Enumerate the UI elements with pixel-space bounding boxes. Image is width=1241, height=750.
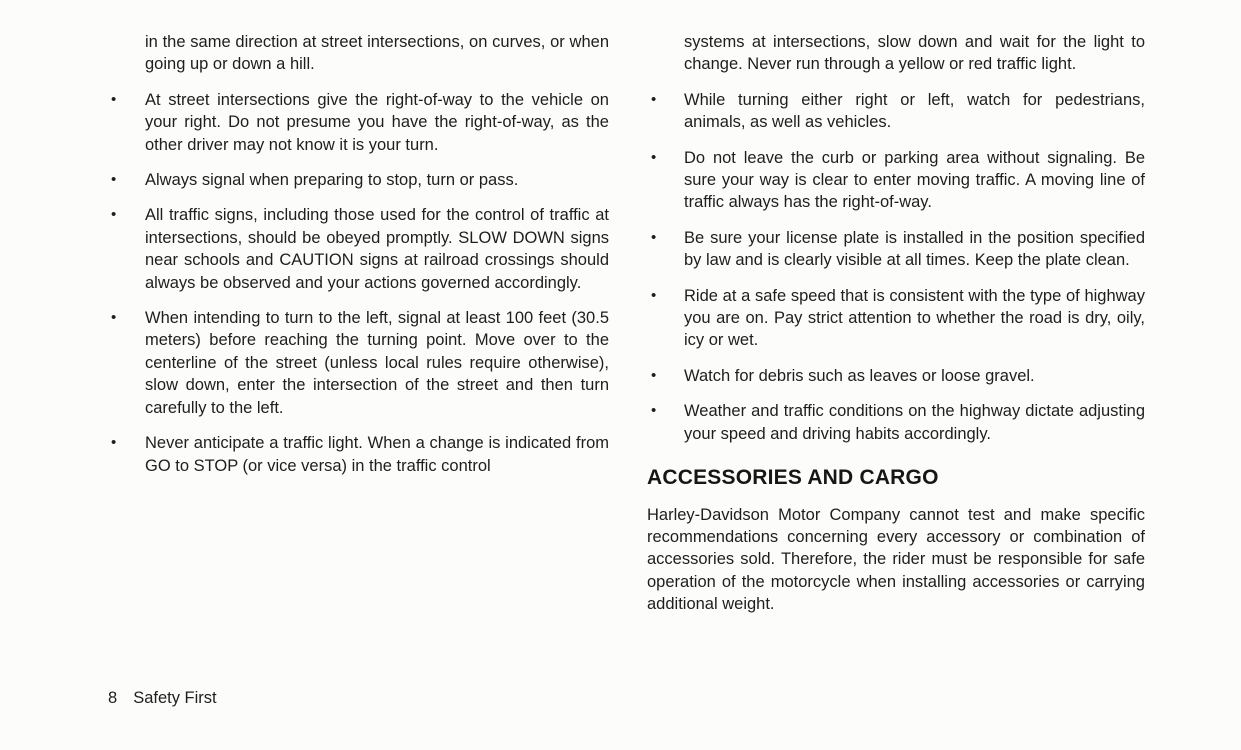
bullet-item: [647, 89, 1145, 134]
bullet-text: Ride at a safe speed that is consistent with the type of highway you are on. Pay strict attention to whether the road is dry, oily, icy or wet.: [684, 286, 1145, 350]
page-footer: [108, 689, 217, 708]
bullet-marker: •: [651, 90, 657, 108]
right-column: [647, 31, 1145, 616]
bullet-text: Watch for debris such as leaves or loose gravel.: [684, 366, 1035, 385]
bullet-item: [105, 307, 609, 419]
body-paragraph: Harley-Davidson Motor Company cannot test and make specific recommendations concerning every accessory or combination of accessories sold. Therefore, the rider must be responsible for safe operation of the motorcycle when installing accessories or carrying additional weight.: [647, 505, 1145, 614]
bullet-marker: •: [651, 286, 657, 304]
bullet-item: [105, 204, 609, 294]
bullet-item: [647, 227, 1145, 272]
bullet-text: While turning either right or left, watch for pedestrians, animals, as well as vehicles.: [684, 90, 1145, 132]
bullet-item: [647, 400, 1145, 445]
continuation-paragraph: in the same direction at street intersections, on curves, or when going up or down a hill.: [145, 33, 609, 74]
bullet-text: Be sure your license plate is installed in the position specified by law and is clearly visible at all times. Keep the plate clean.: [684, 228, 1145, 270]
bullet-item: [105, 169, 609, 191]
bullet-item: [647, 365, 1145, 387]
bullet-text: All traffic signs, including those used for the control of traffic at intersections, should be obeyed promptly. SLOW DOWN signs near schools and CAUTION signs at railroad crossings should always be observed and your actions governed accordingly.: [145, 206, 609, 292]
bullet-marker: •: [111, 90, 117, 108]
bullet-text: Never anticipate a traffic light. When a change is indicated from GO to STOP (or vice versa) in the traffic control: [145, 434, 609, 475]
bullet-text: Do not leave the curb or parking area without signaling. Be sure your way is clear to enter moving traffic. A moving line of traffic always has the right-of-way.: [684, 148, 1145, 212]
bullet-marker: •: [651, 148, 657, 166]
bullet-marker: •: [111, 171, 117, 189]
bullet-item: [647, 147, 1145, 214]
bullet-item: [105, 432, 609, 477]
bullet-marker: •: [651, 366, 657, 384]
bullet-text: At street intersections give the right-of-way to the vehicle on your right. Do not presume you have the right-of-way, as the other driver may not know it is your turn.: [145, 90, 609, 154]
footer-section-title: Safety First: [133, 689, 217, 707]
bullet-item: [647, 285, 1145, 352]
bullet-text: When intending to turn to the left, signal at least 100 feet (30.5 meters) before reaching the turning point. Move over to the centerline of the street (unless local rules require otherwise), slow down, enter the intersection of the street and then turn carefully to the left.: [145, 309, 609, 417]
page-number: 8: [108, 689, 118, 707]
bullet-item: [105, 89, 609, 156]
bullet-marker: •: [111, 309, 117, 327]
left-column: [105, 31, 609, 616]
bullet-text: Weather and traffic conditions on the highway dictate adjusting your speed and driving habits accordingly.: [684, 402, 1145, 443]
bullet-text: Always signal when preparing to stop, turn or pass.: [145, 171, 519, 190]
bullet-marker: •: [651, 228, 657, 246]
bullet-marker: •: [111, 206, 117, 224]
two-column-layout: [105, 31, 1145, 616]
bullet-marker: •: [111, 434, 117, 452]
bullet-marker: •: [651, 402, 657, 420]
section-heading: ACCESSORIES AND CARGO: [647, 466, 939, 490]
continuation-paragraph: systems at intersections, slow down and wait for the light to change. Never run through a yellow or red traffic light.: [684, 33, 1145, 74]
